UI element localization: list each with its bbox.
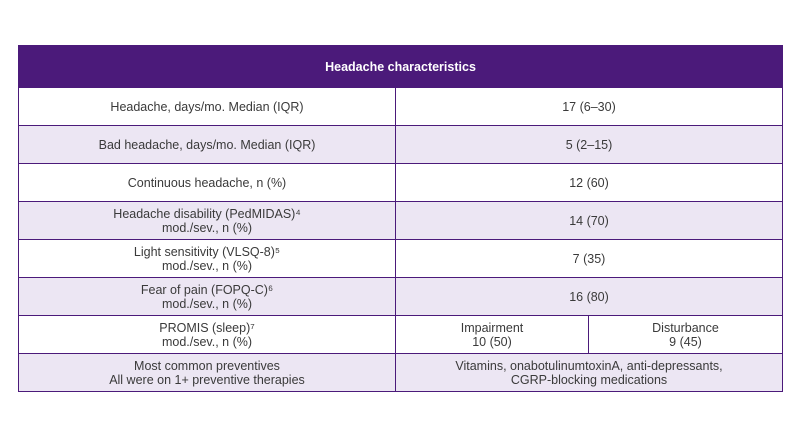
row-label-line1: PROMIS (sleep)⁷ xyxy=(159,320,255,335)
promis-disturbance-label: Disturbance xyxy=(652,320,719,335)
table-row xyxy=(19,88,783,126)
row-value: 5 (2–15) xyxy=(396,126,783,164)
row-value: 7 (35) xyxy=(396,240,783,278)
row-label-line2: All were on 1+ preventive therapies xyxy=(109,372,305,387)
table-row xyxy=(19,164,783,202)
row-label xyxy=(19,240,396,278)
row-label-line2: mod./sev., n (%) xyxy=(161,258,253,273)
row-label-line1: Headache disability (PedMIDAS)⁴ xyxy=(113,206,301,221)
row-value: 14 (70) xyxy=(396,202,783,240)
row-label-line1: Light sensitivity (VLSQ-8)⁵ xyxy=(133,244,281,259)
table-row xyxy=(19,240,783,278)
headache-characteristics-table xyxy=(18,45,783,392)
row-label: Continuous headache, n (%) xyxy=(19,164,396,202)
row-label xyxy=(19,278,396,316)
row-label xyxy=(19,316,396,354)
table-row xyxy=(19,202,783,240)
row-label-line1: Most common preventives xyxy=(134,358,280,373)
table-row-promis xyxy=(19,316,783,354)
row-label-line2: mod./sev., n (%) xyxy=(161,220,253,235)
row-label-line2: mod./sev., n (%) xyxy=(161,296,253,311)
row-value: 17 (6–30) xyxy=(396,88,783,126)
promis-disturbance-value: 9 (45) xyxy=(669,334,702,349)
row-label xyxy=(19,354,396,392)
row-value: 12 (60) xyxy=(396,164,783,202)
row-value-line2: CGRP-blocking medications xyxy=(510,372,668,387)
row-value: 16 (80) xyxy=(396,278,783,316)
headache-characteristics-table-container xyxy=(18,45,782,392)
table-row-preventives xyxy=(19,354,783,392)
row-label: Bad headache, days/mo. Median (IQR) xyxy=(19,126,396,164)
row-value-line1: Vitamins, onabotulinumtoxinA, anti-depressants, xyxy=(455,358,723,373)
table-row xyxy=(19,126,783,164)
promis-disturbance-cell xyxy=(589,316,783,354)
row-value xyxy=(396,354,783,392)
row-label: Headache, days/mo. Median (IQR) xyxy=(19,88,396,126)
table-row xyxy=(19,278,783,316)
table-title: Headache characteristics xyxy=(19,46,783,88)
row-label-line1: Fear of pain (FOPQ-C)⁶ xyxy=(140,282,274,297)
promis-impairment-cell xyxy=(396,316,589,354)
table-header-row xyxy=(19,46,783,88)
row-label-line2: mod./sev., n (%) xyxy=(161,334,253,349)
promis-impairment-value: 10 (50) xyxy=(472,334,512,349)
row-label xyxy=(19,202,396,240)
promis-impairment-label: Impairment xyxy=(460,320,524,335)
